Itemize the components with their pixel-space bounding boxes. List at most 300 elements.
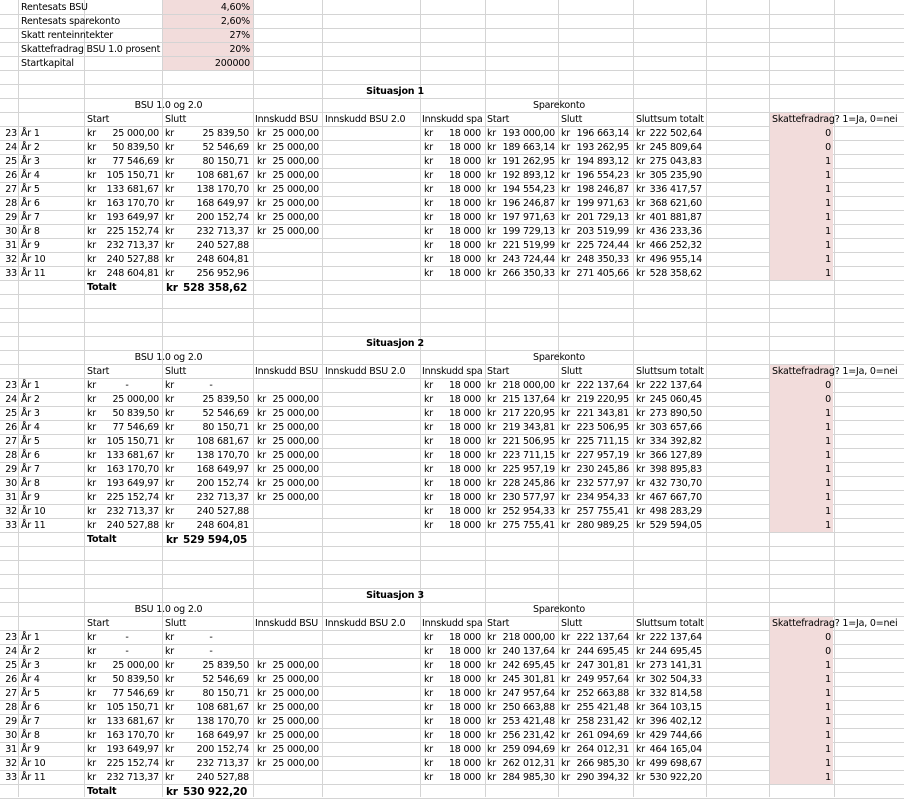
- currency-kr[interactable]: kr: [636, 758, 646, 769]
- spar-start-value[interactable]: 275 755,41: [502, 520, 555, 531]
- header-start[interactable]: Start: [87, 366, 110, 377]
- spar-slutt-value[interactable]: 223 506,95: [576, 422, 629, 433]
- year-label[interactable]: År 10: [21, 254, 46, 265]
- currency-kr[interactable]: kr: [87, 702, 97, 713]
- bsu-start-value[interactable]: 133 681,67: [106, 184, 159, 195]
- innskudd-bsu-value[interactable]: 25 000,00: [272, 730, 319, 741]
- skattefradrag-value[interactable]: 0: [825, 142, 831, 153]
- spar-slutt-value[interactable]: 257 755,41: [576, 506, 629, 517]
- spar-start-value[interactable]: 193 000,00: [502, 128, 555, 139]
- bsu-slutt-value[interactable]: 168 649,97: [196, 730, 249, 741]
- spar-slutt-value[interactable]: 198 246,87: [576, 184, 629, 195]
- currency-kr[interactable]: kr: [636, 226, 646, 237]
- currency-kr[interactable]: kr: [561, 646, 571, 657]
- currency-kr[interactable]: kr: [424, 142, 434, 153]
- header-innskudd-bsu[interactable]: Innskudd BSU: [255, 618, 319, 629]
- spar-slutt-value[interactable]: 244 695,45: [576, 646, 629, 657]
- sluttsum-value[interactable]: 336 417,57: [649, 184, 702, 195]
- row-number[interactable]: 29: [5, 212, 17, 223]
- header-slutt[interactable]: Slutt: [165, 114, 187, 125]
- header-innskudd-spa[interactable]: Innskudd spa: [422, 618, 483, 629]
- currency-kr[interactable]: kr: [487, 254, 497, 265]
- bsu-start-value[interactable]: -: [125, 380, 129, 391]
- bsu-slutt-value[interactable]: 200 152,74: [196, 744, 249, 755]
- currency-kr[interactable]: kr: [636, 212, 646, 223]
- innskudd-spa-value[interactable]: 18 000: [448, 156, 481, 167]
- currency-kr[interactable]: kr: [561, 520, 571, 531]
- currency-kr[interactable]: kr: [165, 380, 175, 391]
- innskudd-spa-value[interactable]: 18 000: [448, 702, 481, 713]
- currency-kr[interactable]: kr: [87, 436, 97, 447]
- skattefradrag-value[interactable]: 1: [825, 408, 831, 419]
- year-label[interactable]: År 1: [21, 632, 40, 643]
- innskudd-spa-value[interactable]: 18 000: [448, 408, 481, 419]
- bsu-slutt-value[interactable]: 232 713,37: [196, 226, 249, 237]
- currency-kr[interactable]: kr: [487, 730, 497, 741]
- currency-kr[interactable]: kr: [257, 142, 267, 153]
- currency-kr[interactable]: kr: [636, 422, 646, 433]
- param-label[interactable]: Rentesats BSU: [21, 2, 88, 13]
- header-spar-start[interactable]: Start: [487, 114, 510, 125]
- currency-kr[interactable]: kr: [561, 450, 571, 461]
- bsu-start-value[interactable]: 163 170,70: [106, 464, 159, 475]
- innskudd-bsu-value[interactable]: 25 000,00: [272, 142, 319, 153]
- innskudd-bsu-value[interactable]: 25 000,00: [272, 422, 319, 433]
- header-skattefradrag[interactable]: Skattefradrag? 1=Ja, 0=nei: [772, 366, 898, 377]
- currency-kr[interactable]: kr: [636, 156, 646, 167]
- currency-kr[interactable]: kr: [165, 646, 175, 657]
- currency-kr[interactable]: kr: [636, 450, 646, 461]
- sluttsum-value[interactable]: 464 165,04: [649, 744, 702, 755]
- bsu-slutt-value[interactable]: 52 546,69: [202, 674, 249, 685]
- spar-start-value[interactable]: 197 971,63: [502, 212, 555, 223]
- innskudd-bsu-value[interactable]: 25 000,00: [272, 394, 319, 405]
- skattefradrag-value[interactable]: 1: [825, 744, 831, 755]
- currency-kr[interactable]: kr: [561, 660, 571, 671]
- bsu-start-value[interactable]: -: [125, 646, 129, 657]
- currency-kr[interactable]: kr: [561, 702, 571, 713]
- currency-kr[interactable]: kr: [87, 506, 97, 517]
- currency-kr[interactable]: kr: [165, 674, 175, 685]
- sluttsum-value[interactable]: 529 594,05: [649, 520, 702, 531]
- param-label[interactable]: Startkapital: [21, 58, 74, 69]
- currency-kr[interactable]: kr: [561, 212, 571, 223]
- year-label[interactable]: År 9: [21, 492, 40, 503]
- sluttsum-value[interactable]: 305 235,90: [649, 170, 702, 181]
- currency-kr[interactable]: kr: [636, 702, 646, 713]
- currency-kr[interactable]: kr: [636, 674, 646, 685]
- spar-slutt-value[interactable]: 225 711,15: [576, 436, 629, 447]
- param-label[interactable]: Skatt renteinntekter: [21, 30, 114, 41]
- currency-kr[interactable]: kr: [165, 520, 175, 531]
- row-number[interactable]: 23: [5, 380, 17, 391]
- skattefradrag-value[interactable]: 1: [825, 478, 831, 489]
- year-label[interactable]: År 10: [21, 758, 46, 769]
- currency-kr[interactable]: kr: [487, 478, 497, 489]
- currency-kr[interactable]: kr: [87, 716, 97, 727]
- currency-kr[interactable]: kr: [424, 772, 434, 783]
- row-number[interactable]: 26: [5, 674, 17, 685]
- currency-kr[interactable]: kr: [561, 394, 571, 405]
- innskudd-spa-value[interactable]: 18 000: [448, 240, 481, 251]
- year-label[interactable]: År 8: [21, 730, 40, 741]
- skattefradrag-value[interactable]: 1: [825, 702, 831, 713]
- spar-slutt-value[interactable]: 193 262,95: [576, 142, 629, 153]
- header-sluttsum[interactable]: Sluttsum totalt: [636, 114, 704, 125]
- currency-kr[interactable]: kr: [87, 142, 97, 153]
- currency-kr[interactable]: kr: [257, 660, 267, 671]
- innskudd-spa-value[interactable]: 18 000: [448, 660, 481, 671]
- row-number[interactable]: 30: [5, 226, 17, 237]
- spar-slutt-value[interactable]: 264 012,31: [576, 744, 629, 755]
- spar-slutt-value[interactable]: 247 301,81: [576, 660, 629, 671]
- currency-kr[interactable]: kr: [165, 660, 175, 671]
- skattefradrag-value[interactable]: 1: [825, 240, 831, 251]
- sluttsum-value[interactable]: 432 730,70: [649, 478, 702, 489]
- innskudd-bsu-value[interactable]: 25 000,00: [272, 716, 319, 727]
- spar-slutt-value[interactable]: 271 405,66: [576, 268, 629, 279]
- currency-kr[interactable]: kr: [487, 212, 497, 223]
- bsu-start-value[interactable]: 193 649,97: [106, 212, 159, 223]
- currency-kr[interactable]: kr: [561, 632, 571, 643]
- bsu-start-value[interactable]: 77 546,69: [112, 156, 159, 167]
- innskudd-bsu-value[interactable]: 25 000,00: [272, 170, 319, 181]
- innskudd-spa-value[interactable]: 18 000: [448, 492, 481, 503]
- spar-slutt-value[interactable]: 234 954,33: [576, 492, 629, 503]
- sluttsum-value[interactable]: 245 060,45: [649, 394, 702, 405]
- spar-start-value[interactable]: 218 000,00: [502, 632, 555, 643]
- year-label[interactable]: År 3: [21, 408, 40, 419]
- innskudd-bsu-value[interactable]: 25 000,00: [272, 128, 319, 139]
- currency-kr[interactable]: kr: [636, 520, 646, 531]
- header-innskudd-bsu[interactable]: Innskudd BSU: [255, 366, 319, 377]
- situation-title[interactable]: Situasjon 2: [366, 338, 424, 349]
- spar-slutt-value[interactable]: 249 957,64: [576, 674, 629, 685]
- currency-kr[interactable]: kr: [636, 772, 646, 783]
- currency-kr[interactable]: kr: [487, 394, 497, 405]
- currency-kr[interactable]: kr: [487, 170, 497, 181]
- year-label[interactable]: År 7: [21, 716, 40, 727]
- currency-kr[interactable]: kr: [257, 198, 267, 209]
- skattefradrag-value[interactable]: 1: [825, 674, 831, 685]
- currency-kr[interactable]: kr: [636, 646, 646, 657]
- currency-kr[interactable]: kr: [636, 170, 646, 181]
- currency-kr[interactable]: kr: [87, 632, 97, 643]
- bsu-slutt-value[interactable]: 80 150,71: [202, 422, 249, 433]
- spar-start-value[interactable]: 243 724,44: [502, 254, 555, 265]
- currency-kr[interactable]: kr: [487, 716, 497, 727]
- row-number[interactable]: 31: [5, 492, 17, 503]
- year-label[interactable]: År 5: [21, 436, 40, 447]
- currency-kr[interactable]: kr: [561, 436, 571, 447]
- currency-kr[interactable]: kr: [165, 478, 175, 489]
- year-label[interactable]: År 2: [21, 142, 40, 153]
- sluttsum-value[interactable]: 398 895,83: [649, 464, 702, 475]
- currency-kr[interactable]: kr: [487, 520, 497, 531]
- spar-start-value[interactable]: 266 350,33: [502, 268, 555, 279]
- bsu-slutt-value[interactable]: 108 681,67: [196, 170, 249, 181]
- currency-kr[interactable]: kr: [257, 702, 267, 713]
- spar-start-value[interactable]: 230 577,97: [502, 492, 555, 503]
- currency-kr[interactable]: kr: [487, 492, 497, 503]
- spar-start-value[interactable]: 250 663,88: [502, 702, 555, 713]
- bsu-slutt-value[interactable]: 248 604,81: [196, 520, 249, 531]
- currency-kr[interactable]: kr: [636, 506, 646, 517]
- currency-kr[interactable]: kr: [424, 702, 434, 713]
- currency-kr[interactable]: kr: [561, 688, 571, 699]
- skattefradrag-value[interactable]: 1: [825, 660, 831, 671]
- currency-kr[interactable]: kr: [165, 492, 175, 503]
- innskudd-bsu-value[interactable]: 25 000,00: [272, 198, 319, 209]
- currency-kr[interactable]: kr: [561, 478, 571, 489]
- param-value[interactable]: 200000: [214, 58, 250, 69]
- currency-kr[interactable]: kr: [165, 394, 175, 405]
- currency-kr[interactable]: kr: [487, 142, 497, 153]
- bsu-slutt-value[interactable]: 168 649,97: [196, 198, 249, 209]
- spar-start-value[interactable]: 240 137,64: [502, 646, 555, 657]
- currency-kr[interactable]: kr: [165, 422, 175, 433]
- currency-kr[interactable]: kr: [257, 492, 267, 503]
- bsu-group-header[interactable]: BSU 1.0 og 2.0: [134, 352, 203, 363]
- currency-kr[interactable]: kr: [487, 646, 497, 657]
- spar-start-value[interactable]: 223 711,15: [502, 450, 555, 461]
- currency-kr[interactable]: kr: [561, 744, 571, 755]
- currency-kr[interactable]: kr: [487, 408, 497, 419]
- header-spar-start[interactable]: Start: [487, 366, 510, 377]
- currency-kr[interactable]: kr: [487, 268, 497, 279]
- spar-start-value[interactable]: 215 137,64: [502, 394, 555, 405]
- year-label[interactable]: År 5: [21, 688, 40, 699]
- year-label[interactable]: År 7: [21, 212, 40, 223]
- currency-kr[interactable]: kr: [166, 786, 178, 798]
- currency-kr[interactable]: kr: [257, 478, 267, 489]
- sluttsum-value[interactable]: 366 127,89: [649, 450, 702, 461]
- sluttsum-value[interactable]: 303 657,66: [649, 422, 702, 433]
- innskudd-spa-value[interactable]: 18 000: [448, 226, 481, 237]
- innskudd-spa-value[interactable]: 18 000: [448, 716, 481, 727]
- currency-kr[interactable]: kr: [487, 688, 497, 699]
- currency-kr[interactable]: kr: [257, 730, 267, 741]
- year-label[interactable]: År 6: [21, 702, 40, 713]
- currency-kr[interactable]: kr: [424, 450, 434, 461]
- spar-slutt-value[interactable]: 196 554,23: [576, 170, 629, 181]
- year-label[interactable]: År 3: [21, 156, 40, 167]
- bsu-start-value[interactable]: 232 713,37: [106, 506, 159, 517]
- skattefradrag-value[interactable]: 1: [825, 758, 831, 769]
- skattefradrag-value[interactable]: 1: [825, 226, 831, 237]
- spar-slutt-value[interactable]: 280 989,25: [576, 520, 629, 531]
- year-label[interactable]: År 11: [21, 268, 46, 279]
- innskudd-bsu-value[interactable]: 25 000,00: [272, 212, 319, 223]
- currency-kr[interactable]: kr: [424, 170, 434, 181]
- currency-kr[interactable]: kr: [87, 128, 97, 139]
- param-label[interactable]: Skattefradrag BSU 1.0 prosent: [21, 44, 161, 55]
- currency-kr[interactable]: kr: [561, 142, 571, 153]
- innskudd-bsu-value[interactable]: 25 000,00: [272, 156, 319, 167]
- row-number[interactable]: 29: [5, 716, 17, 727]
- bsu-start-value[interactable]: 77 546,69: [112, 688, 159, 699]
- skattefradrag-value[interactable]: 0: [825, 128, 831, 139]
- spar-slutt-value[interactable]: 232 577,97: [576, 478, 629, 489]
- bsu-start-value[interactable]: 225 152,74: [106, 226, 159, 237]
- currency-kr[interactable]: kr: [165, 688, 175, 699]
- spar-start-value[interactable]: 225 957,19: [502, 464, 555, 475]
- currency-kr[interactable]: kr: [165, 240, 175, 251]
- innskudd-bsu-value[interactable]: 25 000,00: [272, 408, 319, 419]
- currency-kr[interactable]: kr: [487, 450, 497, 461]
- currency-kr[interactable]: kr: [165, 730, 175, 741]
- currency-kr[interactable]: kr: [561, 254, 571, 265]
- currency-kr[interactable]: kr: [165, 506, 175, 517]
- skattefradrag-value[interactable]: 0: [825, 380, 831, 391]
- bsu-start-value[interactable]: -: [125, 632, 129, 643]
- skattefradrag-value[interactable]: 1: [825, 492, 831, 503]
- spar-slutt-value[interactable]: 227 957,19: [576, 450, 629, 461]
- skattefradrag-value[interactable]: 1: [825, 716, 831, 727]
- row-number[interactable]: 28: [5, 450, 17, 461]
- skattefradrag-value[interactable]: 0: [825, 394, 831, 405]
- currency-kr[interactable]: kr: [165, 268, 175, 279]
- spar-start-value[interactable]: 219 343,81: [502, 422, 555, 433]
- skattefradrag-value[interactable]: 1: [825, 422, 831, 433]
- currency-kr[interactable]: kr: [561, 758, 571, 769]
- sluttsum-value[interactable]: 528 358,62: [649, 268, 702, 279]
- currency-kr[interactable]: kr: [87, 226, 97, 237]
- currency-kr[interactable]: kr: [487, 226, 497, 237]
- header-innskudd-bsu[interactable]: Innskudd BSU: [255, 114, 319, 125]
- spar-slutt-value[interactable]: 258 231,42: [576, 716, 629, 727]
- spar-slutt-value[interactable]: 222 137,64: [576, 632, 629, 643]
- bsu-slutt-value[interactable]: 80 150,71: [202, 156, 249, 167]
- bsu-start-value[interactable]: 77 546,69: [112, 422, 159, 433]
- skattefradrag-value[interactable]: 1: [825, 268, 831, 279]
- header-slutt[interactable]: Slutt: [165, 366, 187, 377]
- innskudd-spa-value[interactable]: 18 000: [448, 506, 481, 517]
- header-skattefradrag[interactable]: Skattefradrag? 1=Ja, 0=nei: [772, 618, 898, 629]
- row-number[interactable]: 24: [5, 142, 17, 153]
- row-number[interactable]: 25: [5, 408, 17, 419]
- currency-kr[interactable]: kr: [87, 744, 97, 755]
- currency-kr[interactable]: kr: [87, 464, 97, 475]
- sluttsum-value[interactable]: 368 621,60: [649, 198, 702, 209]
- bsu-slutt-value[interactable]: 232 713,37: [196, 492, 249, 503]
- currency-kr[interactable]: kr: [257, 128, 267, 139]
- bsu-start-value[interactable]: 193 649,97: [106, 478, 159, 489]
- spar-slutt-value[interactable]: 221 343,81: [576, 408, 629, 419]
- bsu-start-value[interactable]: 240 527,88: [106, 520, 159, 531]
- header-spar-slutt[interactable]: Slutt: [561, 366, 583, 377]
- bsu-slutt-value[interactable]: -: [209, 646, 213, 657]
- currency-kr[interactable]: kr: [561, 422, 571, 433]
- year-label[interactable]: År 2: [21, 394, 40, 405]
- currency-kr[interactable]: kr: [165, 772, 175, 783]
- innskudd-spa-value[interactable]: 18 000: [448, 744, 481, 755]
- currency-kr[interactable]: kr: [487, 156, 497, 167]
- currency-kr[interactable]: kr: [165, 226, 175, 237]
- header-sluttsum[interactable]: Sluttsum totalt: [636, 366, 704, 377]
- currency-kr[interactable]: kr: [87, 170, 97, 181]
- currency-kr[interactable]: kr: [636, 744, 646, 755]
- innskudd-spa-value[interactable]: 18 000: [448, 394, 481, 405]
- currency-kr[interactable]: kr: [165, 142, 175, 153]
- skattefradrag-value[interactable]: 1: [825, 506, 831, 517]
- currency-kr[interactable]: kr: [257, 450, 267, 461]
- currency-kr[interactable]: kr: [487, 198, 497, 209]
- currency-kr[interactable]: kr: [87, 772, 97, 783]
- row-number[interactable]: 32: [5, 758, 17, 769]
- grand-total-value[interactable]: 528 358,62: [183, 282, 248, 294]
- skattefradrag-value[interactable]: 1: [825, 730, 831, 741]
- year-label[interactable]: År 1: [21, 380, 40, 391]
- innskudd-spa-value[interactable]: 18 000: [448, 632, 481, 643]
- currency-kr[interactable]: kr: [561, 226, 571, 237]
- spar-slutt-value[interactable]: 266 985,30: [576, 758, 629, 769]
- year-label[interactable]: År 6: [21, 450, 40, 461]
- currency-kr[interactable]: kr: [561, 128, 571, 139]
- bsu-start-value[interactable]: 163 170,70: [106, 198, 159, 209]
- currency-kr[interactable]: kr: [424, 212, 434, 223]
- year-label[interactable]: År 4: [21, 674, 40, 685]
- skattefradrag-value[interactable]: 1: [825, 520, 831, 531]
- currency-kr[interactable]: kr: [165, 744, 175, 755]
- skattefradrag-value[interactable]: 1: [825, 184, 831, 195]
- currency-kr[interactable]: kr: [636, 688, 646, 699]
- bsu-start-value[interactable]: 248 604,81: [106, 268, 159, 279]
- currency-kr[interactable]: kr: [257, 408, 267, 419]
- param-value[interactable]: 2,60%: [220, 16, 250, 27]
- currency-kr[interactable]: kr: [424, 156, 434, 167]
- currency-kr[interactable]: kr: [165, 198, 175, 209]
- innskudd-spa-value[interactable]: 18 000: [448, 170, 481, 181]
- spar-start-value[interactable]: 284 985,30: [502, 772, 555, 783]
- header-innskudd-spa[interactable]: Innskudd spa: [422, 366, 483, 377]
- currency-kr[interactable]: kr: [165, 254, 175, 265]
- row-number[interactable]: 24: [5, 646, 17, 657]
- row-number[interactable]: 30: [5, 478, 17, 489]
- innskudd-spa-value[interactable]: 18 000: [448, 422, 481, 433]
- spar-start-value[interactable]: 218 000,00: [502, 380, 555, 391]
- row-number[interactable]: 32: [5, 254, 17, 265]
- totalt-label[interactable]: Totalt: [87, 282, 117, 293]
- currency-kr[interactable]: kr: [424, 674, 434, 685]
- innskudd-bsu-value[interactable]: 25 000,00: [272, 436, 319, 447]
- currency-kr[interactable]: kr: [561, 198, 571, 209]
- innskudd-spa-value[interactable]: 18 000: [448, 254, 481, 265]
- bsu-start-value[interactable]: 232 713,37: [106, 772, 159, 783]
- bsu-slutt-value[interactable]: 52 546,69: [202, 142, 249, 153]
- spar-start-value[interactable]: 221 519,99: [502, 240, 555, 251]
- header-innskudd-bsu2[interactable]: Innskudd BSU 2.0: [325, 618, 406, 629]
- skattefradrag-value[interactable]: 1: [825, 254, 831, 265]
- spar-start-value[interactable]: 196 246,87: [502, 198, 555, 209]
- innskudd-bsu-value[interactable]: 25 000,00: [272, 492, 319, 503]
- innskudd-spa-value[interactable]: 18 000: [448, 772, 481, 783]
- row-number[interactable]: 32: [5, 506, 17, 517]
- bsu-start-value[interactable]: 50 839,50: [112, 674, 159, 685]
- row-number[interactable]: 31: [5, 744, 17, 755]
- currency-kr[interactable]: kr: [424, 688, 434, 699]
- header-skattefradrag[interactable]: Skattefradrag? 1=Ja, 0=nei: [772, 114, 898, 125]
- innskudd-spa-value[interactable]: 18 000: [448, 436, 481, 447]
- year-label[interactable]: År 1: [21, 128, 40, 139]
- spar-start-value[interactable]: 192 893,12: [502, 170, 555, 181]
- innskudd-bsu-value[interactable]: 25 000,00: [272, 450, 319, 461]
- innskudd-bsu-value[interactable]: 25 000,00: [272, 660, 319, 671]
- innskudd-spa-value[interactable]: 18 000: [448, 184, 481, 195]
- bsu-slutt-value[interactable]: -: [209, 632, 213, 643]
- innskudd-bsu-value[interactable]: 25 000,00: [272, 478, 319, 489]
- bsu-slutt-value[interactable]: 168 649,97: [196, 464, 249, 475]
